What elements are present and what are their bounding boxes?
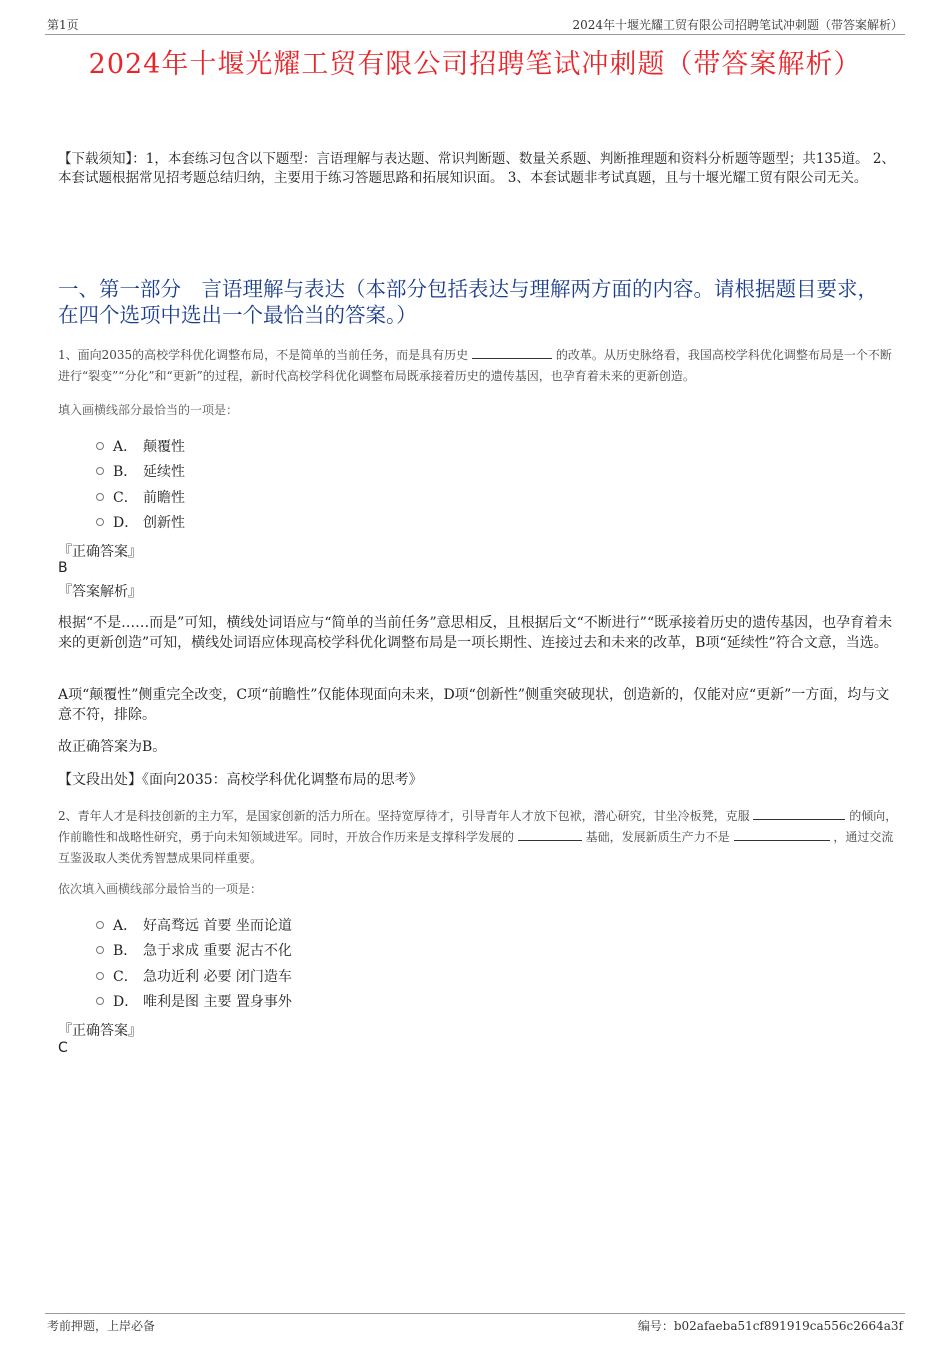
- option-d[interactable]: [96, 510, 185, 536]
- radio-icon[interactable]: [96, 493, 104, 501]
- question-2-blank-2: [518, 827, 582, 841]
- page-header: [45, 14, 905, 35]
- source-citation: 【文段出处】《面向2035：高校学科优化调整布局的思考》: [58, 772, 423, 788]
- analysis-label: 『答案解析』: [58, 584, 142, 600]
- radio-icon[interactable]: [96, 997, 104, 1005]
- question-1-text-b: 的改革。从历史脉络看，我国高校学科优化调整布局是一个不断进行“裂变”“分化”和“更新”的过程，新时代高校学科优化调整布局既承接着历史的遗传基因，也孕育着未来的更新创造。: [58, 348, 892, 383]
- question-2-text-d: ，通过交流互鉴汲取人类优秀智慧成果同样重要。: [58, 830, 894, 865]
- radio-icon[interactable]: [96, 467, 104, 475]
- option-text: 好高骛远 首要 坐而论道: [143, 917, 292, 934]
- section-heading: 一、第一部分 言语理解与表达（本部分包括表达与理解两方面的内容。请根据题目要求，在四个选项中选出一个最恰当的答案。）: [58, 277, 878, 327]
- question-1-text-a: 1、面向2035的高校学科优化调整布局，不是简单的当前任务，而是具有历史: [58, 348, 469, 362]
- option-letter: A．: [113, 917, 138, 934]
- option-text: 前瞻性: [143, 489, 185, 506]
- document-code: 编号：b02afaeba51cf891919ca556c2664a3f: [637, 1319, 903, 1333]
- page-title: 2024年十堰光耀工贸有限公司招聘笔试冲刺题（带答案解析）: [88, 49, 862, 80]
- correct-answer: B: [58, 560, 68, 576]
- option-text: 颠覆性: [143, 438, 185, 455]
- footer-slogan: 考前押题，上岸必备: [47, 1319, 156, 1333]
- answer-label: 『正确答案』: [58, 544, 142, 560]
- question-1-options: [96, 433, 185, 535]
- option-letter: B．: [113, 464, 138, 481]
- option-text: 延续性: [143, 464, 185, 481]
- option-letter: D．: [113, 515, 139, 532]
- page-number: 第1页: [47, 18, 79, 32]
- option-b[interactable]: [96, 938, 292, 964]
- question-1-prompt: 填入画横线部分最恰当的一项是：: [58, 403, 239, 417]
- option-text: 急功近利 必要 闭门造车: [143, 968, 292, 985]
- download-notice: 【下载须知】：1，本套练习包含以下题型：言语理解与表达题、常识判断题、数量关系题、判断推理题和资料分析题等题型；共135道。 2、本套试题根据常见招考题总结归纳，主要用于练习答题思路和拓展知识面。 3、本套试题非考试真题，且与十堰光耀工贸有限公司无关。: [58, 151, 895, 186]
- question-2-text: [58, 806, 898, 869]
- option-c[interactable]: [96, 484, 185, 510]
- radio-icon[interactable]: [96, 972, 104, 980]
- option-text: 创新性: [143, 515, 185, 532]
- question-1-text: [58, 345, 898, 387]
- option-c[interactable]: [96, 963, 292, 989]
- analysis-paragraph-1: 根据“不是……而是”可知，横线处词语应与“简单的当前任务”意思相反，且根据后文“不断进行”“既承接着历史的遗传基因，也孕育着未来的更新创造”可知，横线处词语应体现高校学科优化调整布局是一项长期性、连接过去和未来的改革，B项“延续性”符合文意，当选。: [58, 615, 893, 651]
- radio-icon[interactable]: [96, 518, 104, 526]
- option-text: 唯利是图 主要 置身事外: [143, 994, 292, 1011]
- header-doc-title: 2024年十堰光耀工贸有限公司招聘笔试冲刺题（带答案解析）: [572, 18, 903, 32]
- option-a[interactable]: [96, 912, 292, 938]
- option-b[interactable]: [96, 459, 185, 485]
- page-footer: [45, 1313, 905, 1334]
- analysis-paragraph-2: A项“颠覆性”侧重完全改变，C项“前瞻性”仅能体现面向未来，D项“创新性”侧重突破现状，创造新的，仅能对应“更新”一方面，均与文意不符，排除。: [58, 687, 890, 723]
- question-2-options: [96, 912, 292, 1014]
- option-letter: D．: [113, 994, 139, 1011]
- option-letter: C．: [113, 489, 138, 506]
- option-letter: C．: [113, 968, 138, 985]
- option-a[interactable]: [96, 433, 185, 459]
- question-2-text-c: 基础，发展新质生产力不是: [585, 830, 730, 844]
- radio-icon[interactable]: [96, 946, 104, 954]
- answer-label: 『正确答案』: [58, 1023, 142, 1039]
- question-1-blank: [472, 345, 552, 359]
- correct-answer: C: [58, 1040, 68, 1056]
- option-d[interactable]: [96, 989, 292, 1015]
- option-text: 急于求成 重要 泥古不化: [143, 943, 292, 960]
- question-2-prompt: 依次填入画横线部分最恰当的一项是：: [58, 882, 263, 896]
- question-2-text-a: 2、青年人才是科技创新的主力军，是国家创新的活力所在。坚持宽厚待才，引导青年人才放下包袱，潜心研究，甘坐冷板凳，克服: [58, 809, 750, 823]
- option-letter: B．: [113, 943, 138, 960]
- question-2-blank-3: [734, 827, 830, 841]
- question-2-blank-1: [753, 806, 845, 820]
- radio-icon[interactable]: [96, 442, 104, 450]
- analysis-conclusion: 故正确答案为B。: [58, 739, 167, 755]
- radio-icon[interactable]: [96, 921, 104, 929]
- question-2-text-b: 的倾向，作前瞻性和战略性研究，勇于向未知领域进军。同时，开放合作历来是支撑科学发展的: [58, 809, 898, 844]
- option-letter: A．: [113, 438, 138, 455]
